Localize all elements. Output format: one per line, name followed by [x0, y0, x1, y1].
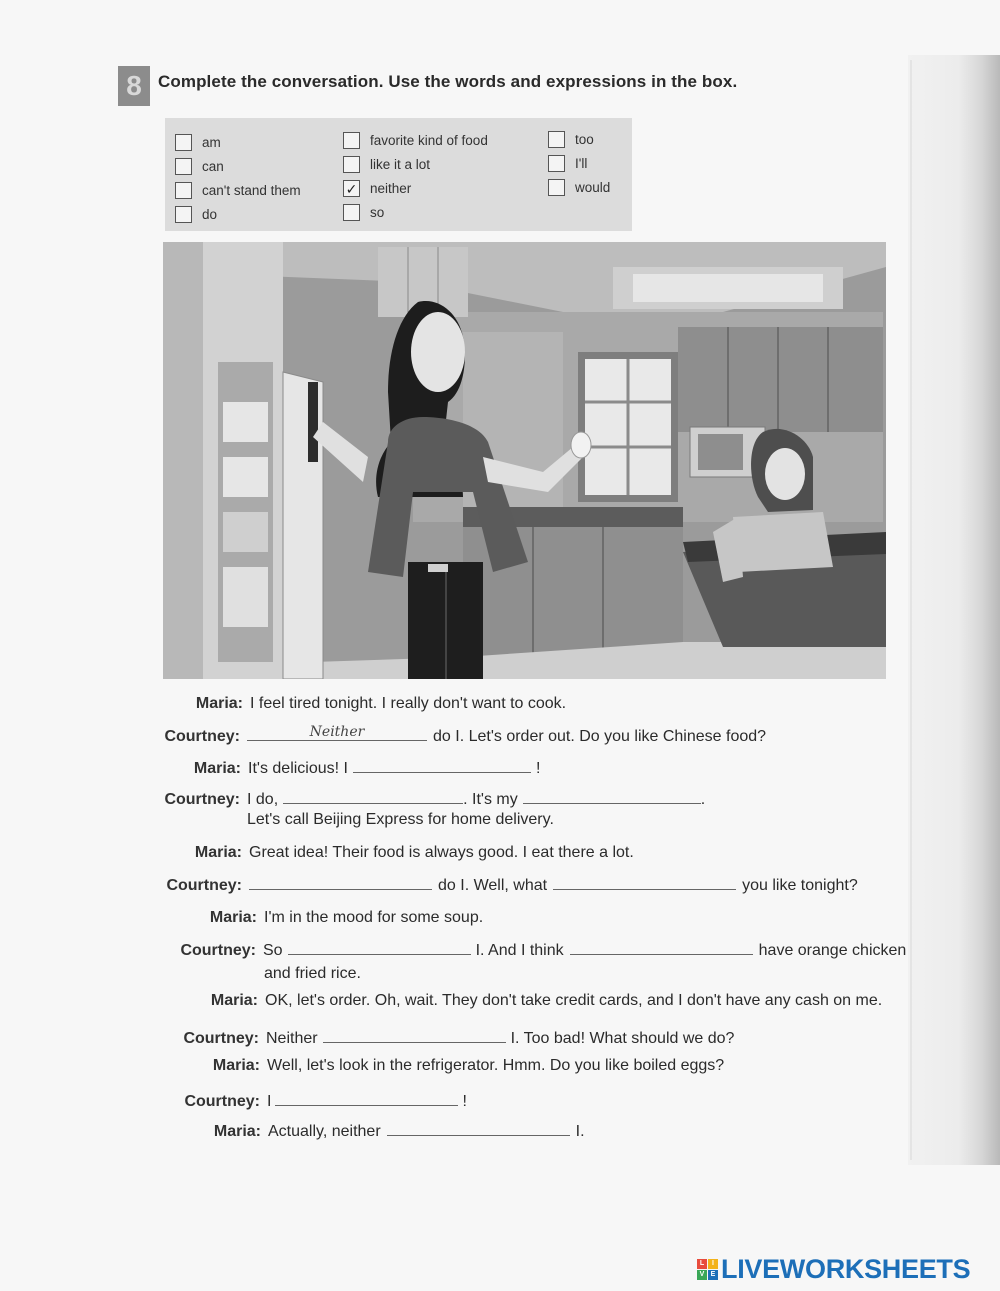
word-box [165, 118, 632, 231]
page-fold-line [910, 60, 912, 1160]
checkbox[interactable] [175, 134, 192, 151]
dialog-text: ! [535, 760, 541, 777]
word-label: can't stand them [202, 183, 301, 198]
word-label: would [575, 180, 611, 195]
dialog-line-9 [150, 940, 906, 960]
page-edge-shadow [908, 55, 1000, 1165]
exercise-number: 8 [118, 66, 150, 106]
checkbox[interactable] [548, 179, 565, 196]
answer-blank[interactable] [387, 1121, 570, 1136]
dialog-line-6 [150, 844, 634, 862]
dialog-text: . It's my [463, 791, 518, 808]
dialog-text: I [267, 1093, 272, 1110]
word-option[interactable] [548, 155, 587, 172]
dialog-text: Let's call Beijing Express for home delivery. [247, 811, 554, 828]
speaker-name: Courtney: [184, 1093, 260, 1110]
dialog-text: I feel tired tonight. I really don't want to cook. [250, 695, 567, 712]
word-label: do [202, 207, 218, 222]
dialog-text: So [263, 942, 283, 959]
word-label: am [202, 135, 221, 150]
dialog-line-13 [150, 1057, 724, 1075]
dialog-line-5 [247, 811, 554, 829]
logo-letter: E [708, 1270, 718, 1280]
speaker-name: Courtney: [166, 877, 242, 894]
word-label: can [202, 159, 224, 174]
speaker-name: Maria: [209, 909, 257, 926]
word-option[interactable] [548, 179, 610, 196]
dialog-line-8 [150, 909, 483, 927]
speaker-name: Maria: [210, 992, 258, 1009]
speaker-name: Maria: [194, 844, 242, 861]
speaker-name: Courtney: [183, 1030, 259, 1047]
dialog-text: I'm in the mood for some soup. [264, 909, 484, 926]
answer-blank[interactable] [249, 875, 432, 890]
dialog-line-14 [150, 1091, 467, 1111]
dialog-line-1 [150, 695, 566, 713]
answer-blank[interactable] [523, 789, 701, 804]
answer-blank[interactable] [553, 875, 736, 890]
brand-name: LIVEWORKSHEETS [721, 1253, 971, 1284]
checkbox[interactable] [548, 155, 565, 172]
dialog-text: I. Too bad! What should we do? [510, 1030, 735, 1047]
word-label: so [370, 205, 385, 220]
word-option[interactable] [175, 206, 217, 223]
logo-letter: V [697, 1270, 707, 1280]
dialog-line-4 [150, 789, 705, 809]
dialog-line-10 [264, 965, 361, 983]
word-option[interactable] [175, 134, 221, 151]
dialog-text: do I. Let's order out. Do you like Chinese food? [433, 728, 767, 745]
checkbox[interactable] [175, 206, 192, 223]
dialog-text: I. [575, 1123, 585, 1140]
word-option[interactable] [343, 180, 411, 197]
checkbox[interactable] [343, 132, 360, 149]
word-option[interactable] [343, 132, 488, 149]
dialog-line-7 [150, 875, 858, 895]
liveworksheets-logo-icon [697, 1259, 718, 1280]
word-option[interactable] [343, 204, 384, 221]
dialog-text: Neither [266, 1030, 318, 1047]
speaker-name: Maria: [193, 760, 241, 777]
dialog-line-15 [150, 1121, 585, 1141]
answer-blank[interactable] [570, 940, 753, 955]
dialog-text: Great idea! Their food is always good. I eat there a lot. [249, 844, 634, 861]
answer-blank[interactable] [283, 789, 463, 804]
speaker-name: Maria: [195, 695, 243, 712]
checkbox-checked[interactable]: ✓ [343, 180, 360, 197]
dialog-text: you like tonight? [742, 877, 858, 894]
dialog-line-11 [150, 992, 882, 1010]
word-label: too [575, 132, 594, 147]
dialog-text: ! [462, 1093, 467, 1110]
dialog-text: . [700, 791, 706, 808]
checkbox[interactable] [175, 182, 192, 199]
dialog-text: have orange chicken [758, 942, 907, 959]
logo-letter: L [697, 1259, 707, 1269]
word-label: neither [370, 181, 412, 196]
dialog-text: Well, let's look in the refrigerator. Hmm. Do you like boiled eggs? [267, 1057, 725, 1074]
word-label: favorite kind of food [370, 133, 488, 148]
dialog-line-2 [150, 726, 766, 746]
speaker-name: Maria: [212, 1057, 260, 1074]
word-option[interactable] [175, 158, 224, 175]
logo-letter: I [708, 1259, 718, 1269]
word-option[interactable] [343, 156, 430, 173]
dialog-text: and fried rice. [264, 965, 361, 982]
word-label: I'll [575, 156, 588, 171]
dialog-line-12 [150, 1028, 734, 1048]
liveworksheets-brand [697, 1254, 970, 1284]
dialog-text: do I. Well, what [438, 877, 548, 894]
answer-blank[interactable] [288, 940, 471, 955]
checkbox[interactable] [175, 158, 192, 175]
speaker-name: Courtney: [164, 791, 240, 808]
dialog-text: OK, let's order. Oh, wait. They don't take credit cards, and I don't have any cash on me. [265, 992, 883, 1009]
dialog-text: It's delicious! I [248, 760, 348, 777]
speaker-name: Courtney: [180, 942, 256, 959]
speaker-name: Maria: [213, 1123, 261, 1140]
answer-blank[interactable] [353, 758, 531, 773]
checkbox[interactable] [343, 204, 360, 221]
kitchen-illustration [163, 242, 886, 679]
exercise-instruction: Complete the conversation. Use the words and expressions in the box. [158, 72, 738, 91]
word-option[interactable] [548, 131, 594, 148]
answer-blank[interactable] [275, 1091, 458, 1106]
dialog-text: I do, [247, 791, 279, 808]
word-label: like it a lot [370, 157, 431, 172]
dialog-text: Actually, neither [268, 1123, 381, 1140]
speaker-name: Courtney: [164, 728, 240, 745]
answer-blank[interactable] [323, 1028, 506, 1043]
checkbox[interactable] [343, 156, 360, 173]
word-option[interactable] [175, 182, 301, 199]
dialog-line-3 [150, 758, 540, 778]
filled-answer: Neither [309, 724, 365, 740]
dialog-text: I. And I think [475, 942, 564, 959]
answer-blank[interactable] [247, 726, 427, 741]
checkbox[interactable] [548, 131, 565, 148]
